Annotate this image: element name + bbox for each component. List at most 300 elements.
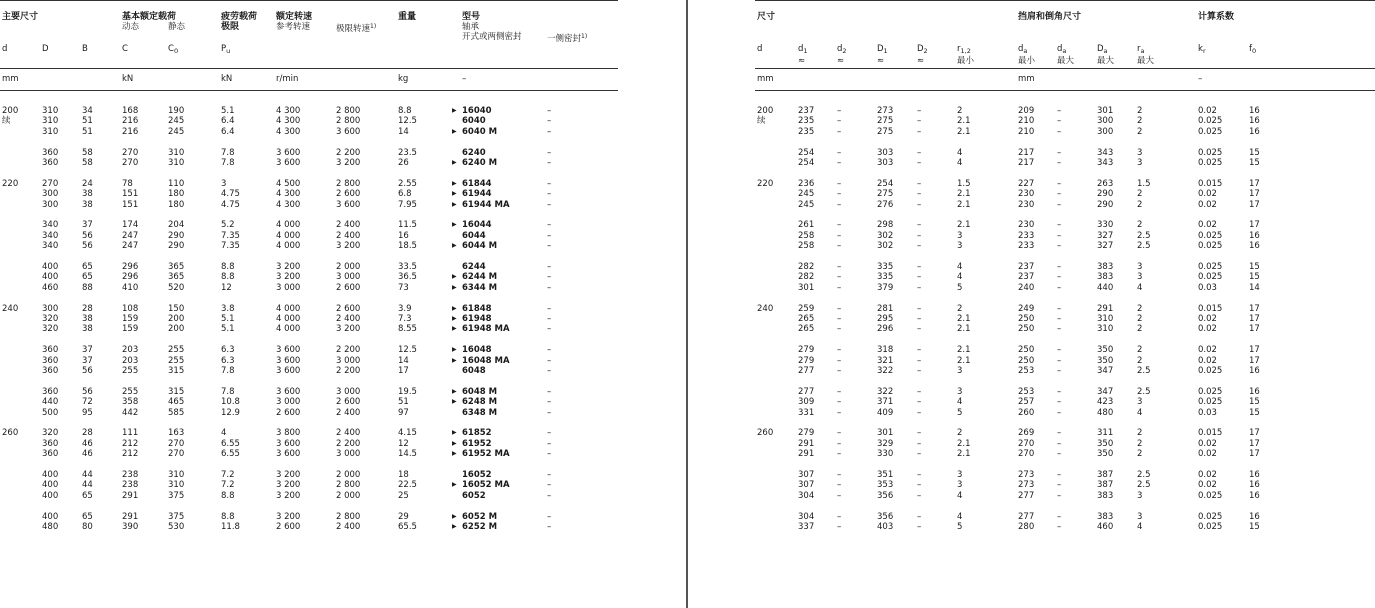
cell-Pu: 3	[221, 178, 227, 189]
cell-mass: 26	[398, 158, 409, 168]
cell-C: 203	[122, 355, 139, 366]
cell-d1: 279	[798, 345, 815, 356]
cell-B: 65	[82, 490, 93, 501]
cell-reference-speed: 3 000	[276, 282, 301, 293]
cell-d1: 265	[798, 324, 815, 335]
cell-reference-speed: 3 600	[276, 449, 301, 460]
cell-C0: 530	[168, 522, 185, 532]
cell-C0: 245	[168, 126, 185, 137]
cell-d: 220	[2, 178, 19, 189]
cell-designation: 16052 MA	[462, 480, 510, 491]
cell-B: 65	[82, 262, 93, 272]
cell-kr: 0.025	[1198, 366, 1223, 376]
cell-C: 247	[122, 241, 139, 252]
cell-D: 310	[42, 126, 59, 137]
cell-kr: 0.025	[1198, 230, 1223, 241]
cell-D2: –	[917, 282, 922, 293]
cell-Da-max: 387	[1097, 480, 1114, 491]
cell-d1: 304	[798, 511, 815, 522]
cell-d1: 277	[798, 366, 815, 376]
units-top-rule	[755, 68, 1375, 69]
cell-da-min: 209	[1018, 106, 1035, 116]
cell-C: 247	[122, 230, 139, 241]
popular-item-marker-icon: ▶	[452, 523, 457, 530]
cell-r12: 2.1	[957, 220, 971, 231]
cell-D1: 303	[877, 158, 894, 168]
cell-Pu: 6.4	[221, 116, 235, 127]
popular-item-marker-icon: ▶	[452, 242, 457, 250]
cell-one-side-designation: –	[547, 158, 552, 168]
cell-Pu: 7.35	[221, 230, 240, 241]
cell-B: 37	[82, 355, 93, 366]
header-basic-load: 基本额定载荷	[122, 12, 177, 22]
cell-d1: 277	[798, 386, 815, 397]
cell-r12: 3	[957, 241, 963, 252]
cell-Pu: 5.1	[221, 324, 235, 335]
cell-D: 360	[42, 366, 59, 376]
cell-d: 260	[2, 428, 19, 439]
cell-da-max: –	[1057, 241, 1062, 252]
cell-D: 360	[42, 438, 59, 449]
cell-da-max: –	[1057, 511, 1062, 522]
cell-reference-speed: 3 000	[276, 397, 301, 408]
cell-B: 51	[82, 116, 93, 127]
cell-d1: 337	[798, 522, 815, 532]
cell-d2: –	[837, 189, 842, 200]
cell-D2: –	[917, 147, 922, 158]
cell-limiting-speed: 3 200	[336, 158, 361, 168]
cell-designation: 6240	[462, 147, 486, 158]
cell-D1: 296	[877, 324, 894, 335]
cell-D2: –	[917, 366, 922, 376]
header-open-or-sealed: 开式或两侧密封	[462, 32, 522, 42]
cell-C: 151	[122, 199, 139, 210]
cell-C0: 310	[168, 470, 185, 480]
cell-C0: 255	[168, 345, 185, 356]
cell-reference-speed: 3 200	[276, 511, 301, 522]
cell-C: 291	[122, 490, 139, 501]
cell-reference-speed: 3 600	[276, 355, 301, 366]
cell-reference-speed: 4 300	[276, 106, 301, 116]
cell-D2: –	[917, 314, 922, 324]
cell-d2: –	[837, 230, 842, 241]
cell-C: 255	[122, 366, 139, 376]
cell-D2: –	[917, 511, 922, 522]
cell-r12: 2	[957, 303, 963, 314]
cell-ra-max: 2	[1137, 324, 1143, 335]
cell-D: 320	[42, 428, 59, 439]
cell-kr: 0.02	[1198, 314, 1217, 324]
cell-d2: –	[837, 345, 842, 356]
cell-D: 360	[42, 345, 59, 356]
cell-d-continued: 续	[757, 116, 766, 127]
cell-d2: –	[837, 407, 842, 418]
cell-f0: 15	[1249, 262, 1260, 272]
cell-da-max: –	[1057, 282, 1062, 293]
cell-D: 400	[42, 470, 59, 480]
cell-da-max: –	[1057, 366, 1062, 376]
cell-ra-max: 4	[1137, 522, 1143, 532]
cell-mass: 19.5	[398, 386, 417, 397]
cell-da-max: –	[1057, 355, 1062, 366]
cell-da-min: 233	[1018, 241, 1035, 252]
header-mass: 重量	[398, 12, 417, 22]
cell-d: 220	[757, 178, 774, 189]
cell-one-side-designation: –	[547, 428, 552, 439]
cell-limiting-speed: 2 200	[336, 438, 361, 449]
cell-designation: 6248 M	[462, 397, 498, 408]
cell-mass: 3.9	[398, 303, 412, 314]
cell-D2: –	[917, 428, 922, 439]
cell-reference-speed: 3 600	[276, 366, 301, 376]
cell-D2: –	[917, 199, 922, 210]
popular-item-marker-icon: ▶	[452, 450, 457, 458]
cell-reference-speed: 4 300	[276, 189, 301, 200]
header-kr: $k_r$	[1198, 44, 1206, 55]
cell-Da-max: 347	[1097, 386, 1114, 397]
cell-designation: 6244	[462, 262, 486, 272]
cell-ra-max: 3	[1137, 511, 1143, 522]
popular-item-marker-icon: ▶	[452, 356, 457, 364]
cell-one-side-designation: –	[547, 199, 552, 210]
cell-D: 310	[42, 106, 59, 116]
cell-reference-speed: 4 000	[276, 241, 301, 252]
cell-r12: 4	[957, 147, 963, 158]
cell-reference-speed: 3 600	[276, 438, 301, 449]
cell-mass: 25	[398, 490, 409, 501]
cell-D1: 321	[877, 355, 894, 366]
cell-Da-max: 310	[1097, 314, 1114, 324]
cell-D1: 335	[877, 262, 894, 272]
cell-da-min: 269	[1018, 428, 1035, 439]
cell-B: 56	[82, 386, 93, 397]
cell-ra-max: 2	[1137, 303, 1143, 314]
cell-d1: 245	[798, 199, 815, 210]
cell-one-side-designation: –	[547, 230, 552, 241]
unit-dash: –	[462, 74, 467, 84]
cell-d1: 279	[798, 355, 815, 366]
cell-C0: 245	[168, 116, 185, 127]
cell-ra-max: 2	[1137, 355, 1143, 366]
cell-d2: –	[837, 397, 842, 408]
cell-C0: 365	[168, 272, 185, 283]
cell-da-max: –	[1057, 303, 1062, 314]
cell-da-min: 237	[1018, 262, 1035, 272]
popular-item-marker-icon: ▶	[452, 481, 457, 489]
cell-Da-max: 480	[1097, 407, 1114, 418]
cell-limiting-speed: 2 400	[336, 522, 361, 532]
cell-ra-max: 2.5	[1137, 480, 1151, 491]
cell-d2: –	[837, 490, 842, 501]
cell-Da-max: 311	[1097, 428, 1114, 439]
cell-D1: 379	[877, 282, 894, 293]
cell-kr: 0.02	[1198, 220, 1217, 231]
cell-da-max: –	[1057, 470, 1062, 480]
cell-r12: 2.1	[957, 189, 971, 200]
header-rated-speed: 额定转速	[276, 12, 313, 22]
cell-d1: 254	[798, 158, 815, 168]
cell-D: 310	[42, 116, 59, 127]
cell-D2: –	[917, 272, 922, 283]
cell-mass: 16	[398, 230, 409, 241]
cell-D2: –	[917, 470, 922, 480]
cell-C0: 255	[168, 355, 185, 366]
cell-C: 255	[122, 386, 139, 397]
cell-f0: 16	[1249, 386, 1260, 397]
cell-da-min: 273	[1018, 470, 1035, 480]
cell-designation: 61948	[462, 314, 492, 324]
cell-ra-max: 2	[1137, 220, 1143, 231]
header-D2: $D_2$ ≈	[917, 44, 928, 66]
cell-D: 360	[42, 386, 59, 397]
cell-ra-max: 3	[1137, 397, 1143, 408]
cell-B: 88	[82, 282, 93, 293]
cell-B: 58	[82, 147, 93, 158]
cell-mass: 2.55	[398, 178, 417, 189]
cell-Pu: 12.9	[221, 407, 240, 418]
cell-limiting-speed: 2 400	[336, 220, 361, 231]
cell-C: 390	[122, 522, 139, 532]
cell-C0: 315	[168, 366, 185, 376]
cell-kr: 0.025	[1198, 490, 1223, 501]
cell-kr: 0.025	[1198, 241, 1223, 252]
cell-da-min: 230	[1018, 220, 1035, 231]
header-dynamic: 动态	[122, 22, 140, 32]
cell-designation: 6044	[462, 230, 486, 241]
cell-designation: 6244 M	[462, 272, 498, 283]
cell-Da-max: 300	[1097, 116, 1114, 127]
cell-one-side-designation: –	[547, 220, 552, 231]
cell-D: 400	[42, 480, 59, 491]
cell-Pu: 6.3	[221, 345, 235, 356]
popular-item-marker-icon: ▶	[452, 429, 457, 437]
cell-C0: 190	[168, 106, 185, 116]
cell-d-continued: 续	[2, 116, 11, 127]
cell-f0: 17	[1249, 438, 1260, 449]
cell-limiting-speed: 2 400	[336, 407, 361, 418]
cell-D2: –	[917, 386, 922, 397]
cell-Da-max: 350	[1097, 345, 1114, 356]
unit-dash: –	[1198, 74, 1203, 84]
cell-Da-max: 343	[1097, 158, 1114, 168]
cell-da-max: –	[1057, 262, 1062, 272]
cell-r12: 2.1	[957, 355, 971, 366]
cell-D2: –	[917, 407, 922, 418]
cell-B: 28	[82, 303, 93, 314]
cell-one-side-designation: –	[547, 345, 552, 356]
cell-C: 270	[122, 158, 139, 168]
cell-limiting-speed: 2 800	[336, 178, 361, 189]
cell-D: 320	[42, 324, 59, 335]
cell-limiting-speed: 3 000	[336, 386, 361, 397]
cell-d1: 282	[798, 262, 815, 272]
header-d: d	[757, 44, 763, 54]
cell-ra-max: 3	[1137, 262, 1143, 272]
cell-D: 400	[42, 262, 59, 272]
popular-item-marker-icon: ▶	[452, 325, 457, 333]
cell-D1: 302	[877, 241, 894, 252]
cell-d1: 307	[798, 470, 815, 480]
cell-B: 56	[82, 230, 93, 241]
cell-kr: 0.02	[1198, 480, 1217, 491]
cell-mass: 11.5	[398, 220, 417, 231]
cell-C0: 315	[168, 386, 185, 397]
cell-da-max: –	[1057, 522, 1062, 532]
cell-d2: –	[837, 282, 842, 293]
cell-C: 358	[122, 397, 139, 408]
cell-D1: 322	[877, 366, 894, 376]
cell-B: 44	[82, 480, 93, 491]
cell-Pu: 7.2	[221, 470, 235, 480]
cell-d2: –	[837, 386, 842, 397]
cell-f0: 17	[1249, 355, 1260, 366]
cell-limiting-speed: 3 600	[336, 199, 361, 210]
cell-ra-max: 2	[1137, 106, 1143, 116]
cell-da-min: 253	[1018, 386, 1035, 397]
cell-designation: 16044	[462, 220, 492, 231]
cell-one-side-designation: –	[547, 324, 552, 335]
cell-designation: 6040	[462, 116, 486, 127]
cell-one-side-designation: –	[547, 386, 552, 397]
cell-reference-speed: 3 800	[276, 428, 301, 439]
cell-one-side-designation: –	[547, 449, 552, 460]
cell-reference-speed: 3 200	[276, 490, 301, 501]
cell-Pu: 6.3	[221, 355, 235, 366]
cell-r12: 2	[957, 428, 963, 439]
popular-item-marker-icon: ▶	[452, 179, 457, 187]
cell-B: 46	[82, 449, 93, 460]
cell-C0: 465	[168, 397, 185, 408]
cell-D2: –	[917, 397, 922, 408]
popular-item-marker-icon: ▶	[452, 512, 457, 520]
cell-B: 38	[82, 199, 93, 210]
cell-B: 51	[82, 126, 93, 137]
cell-one-side-designation: –	[547, 116, 552, 127]
cell-f0: 15	[1249, 397, 1260, 408]
cell-mass: 97	[398, 407, 409, 418]
cell-da-min: 277	[1018, 511, 1035, 522]
cell-da-min: 250	[1018, 345, 1035, 356]
cell-da-max: –	[1057, 272, 1062, 283]
cell-d2: –	[837, 220, 842, 231]
cell-Pu: 3.8	[221, 303, 235, 314]
cell-Da-max: 300	[1097, 126, 1114, 137]
cell-limiting-speed: 2 200	[336, 366, 361, 376]
cell-r12: 4	[957, 511, 963, 522]
cell-da-min: 253	[1018, 366, 1035, 376]
cell-mass: 14.5	[398, 449, 417, 460]
cell-da-max: –	[1057, 324, 1062, 335]
cell-D2: –	[917, 303, 922, 314]
cell-da-max: –	[1057, 199, 1062, 210]
cell-d2: –	[837, 126, 842, 137]
cell-Pu: 11.8	[221, 522, 240, 532]
cell-da-min: 249	[1018, 303, 1035, 314]
cell-da-min: 270	[1018, 449, 1035, 460]
cell-D: 460	[42, 282, 59, 293]
cell-B: 34	[82, 106, 93, 116]
cell-f0: 17	[1249, 303, 1260, 314]
cell-designation: 6052	[462, 490, 486, 501]
cell-D: 480	[42, 522, 59, 532]
cell-d1: 254	[798, 147, 815, 158]
cell-D1: 275	[877, 116, 894, 127]
cell-D: 320	[42, 314, 59, 324]
cell-mass: 14	[398, 126, 409, 137]
cell-mass: 14	[398, 355, 409, 366]
popular-item-marker-icon: ▶	[452, 200, 457, 208]
cell-D: 300	[42, 189, 59, 200]
cell-D2: –	[917, 480, 922, 491]
header-limiting-speed: 极限转速$^{1)}$	[336, 23, 377, 34]
cell-Pu: 7.35	[221, 241, 240, 252]
cell-D: 340	[42, 230, 59, 241]
cell-ra-max: 2	[1137, 438, 1143, 449]
cell-Pu: 7.8	[221, 386, 235, 397]
cell-da-min: 280	[1018, 522, 1035, 532]
cell-D2: –	[917, 262, 922, 272]
cell-one-side-designation: –	[547, 106, 552, 116]
cell-B: 37	[82, 220, 93, 231]
cell-D1: 301	[877, 428, 894, 439]
cell-C: 296	[122, 272, 139, 283]
cell-Pu: 6.4	[221, 126, 235, 137]
cell-C0: 310	[168, 147, 185, 158]
cell-Da-max: 290	[1097, 189, 1114, 200]
unit-kN-fatigue: kN	[221, 74, 233, 84]
cell-mass: 18	[398, 470, 409, 480]
cell-designation: 16040	[462, 106, 492, 116]
header-ra-max: $r_a$ 最大	[1137, 44, 1155, 66]
cell-Da-max: 327	[1097, 230, 1114, 241]
cell-D1: 275	[877, 189, 894, 200]
cell-reference-speed: 4 000	[276, 324, 301, 335]
cell-mass: 4.15	[398, 428, 417, 439]
cell-D: 400	[42, 272, 59, 283]
cell-reference-speed: 3 600	[276, 345, 301, 356]
cell-reference-speed: 4 300	[276, 199, 301, 210]
cell-reference-speed: 3 200	[276, 262, 301, 272]
right-page-table	[755, 0, 1375, 608]
cell-r12: 2.1	[957, 314, 971, 324]
cell-mass: 23.5	[398, 147, 417, 158]
cell-limiting-speed: 3 200	[336, 324, 361, 335]
cell-C0: 150	[168, 303, 185, 314]
cell-one-side-designation: –	[547, 282, 552, 293]
cell-mass: 18.5	[398, 241, 417, 252]
cell-C: 78	[122, 178, 133, 189]
cell-D1: 322	[877, 386, 894, 397]
cell-kr: 0.025	[1198, 126, 1223, 137]
cell-one-side-designation: –	[547, 262, 552, 272]
cell-D: 340	[42, 241, 59, 252]
cell-reference-speed: 2 600	[276, 407, 301, 418]
cell-kr: 0.025	[1198, 397, 1223, 408]
cell-mass: 51	[398, 397, 409, 408]
cell-reference-speed: 4 000	[276, 314, 301, 324]
cell-r12: 3	[957, 470, 963, 480]
cell-designation: 61948 MA	[462, 324, 510, 335]
cell-C: 111	[122, 428, 139, 439]
cell-D2: –	[917, 490, 922, 501]
cell-limiting-speed: 2 400	[336, 314, 361, 324]
cell-one-side-designation: –	[547, 355, 552, 366]
cell-r12: 2	[957, 106, 963, 116]
cell-f0: 16	[1249, 241, 1260, 252]
cell-D1: 273	[877, 106, 894, 116]
cell-D2: –	[917, 355, 922, 366]
cell-D1: 295	[877, 314, 894, 324]
